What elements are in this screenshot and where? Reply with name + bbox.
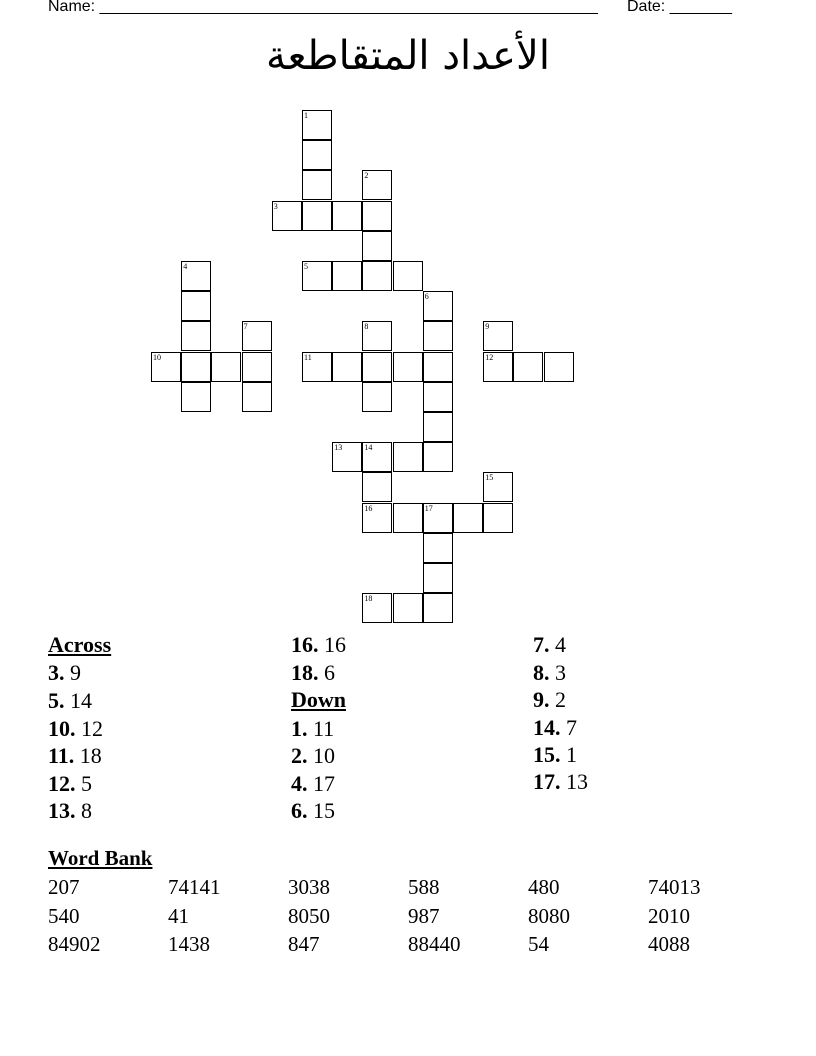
page-title: الأعداد المتقاطعة — [266, 33, 550, 79]
grid-cell[interactable] — [302, 201, 332, 231]
clue-number: 10 — [153, 352, 161, 362]
grid-cell[interactable] — [423, 533, 453, 563]
clue-down-9: 9. 2 — [533, 687, 566, 712]
word-bank-item: 1438 — [168, 932, 210, 956]
grid-cell[interactable] — [211, 352, 241, 382]
grid-cell[interactable] — [181, 382, 211, 412]
grid-cell[interactable] — [181, 352, 211, 382]
grid-cell[interactable] — [393, 503, 423, 533]
grid-cell[interactable] — [423, 382, 453, 412]
grid-cell[interactable] — [393, 593, 423, 623]
grid-cell[interactable] — [393, 261, 423, 291]
grid-cell[interactable] — [362, 170, 392, 200]
grid-cell[interactable] — [483, 352, 513, 382]
name-field[interactable]: Name: ________________________________________________________ — [48, 0, 598, 15]
clue-down-7: 7. 4 — [533, 632, 566, 657]
grid-cell[interactable] — [332, 442, 362, 472]
word-bank-item: 540 — [48, 904, 80, 928]
word-bank-item: 3038 — [288, 875, 330, 899]
grid-cell[interactable] — [242, 352, 272, 382]
grid-cell[interactable] — [181, 291, 211, 321]
clue-down-17: 17. 13 — [533, 769, 588, 794]
clue-number: 18 — [364, 594, 373, 604]
grid-cell[interactable] — [302, 110, 332, 140]
grid-cell[interactable] — [544, 352, 574, 382]
grid-cell[interactable] — [332, 261, 362, 291]
clue-across-18: 18. 6 — [291, 660, 335, 685]
word-bank-item: 4088 — [648, 932, 690, 956]
word-bank-item: 207 — [48, 875, 80, 899]
down-heading: Down — [291, 687, 347, 712]
clue-number: 17 — [424, 503, 433, 513]
word-bank-item: 74013 — [648, 875, 701, 899]
grid-cell[interactable] — [362, 352, 392, 382]
word-bank-item: 847 — [288, 932, 320, 956]
word-bank-item: 987 — [408, 904, 440, 928]
clue-number: 9 — [485, 322, 490, 332]
clue-down-4: 4. 17 — [291, 771, 335, 796]
clue-across-10: 10. 12 — [48, 716, 103, 741]
date-field[interactable]: Date: _______ — [627, 0, 732, 15]
grid-cell[interactable] — [362, 472, 392, 502]
grid-cell[interactable] — [181, 321, 211, 351]
word-bank-item: 88440 — [408, 932, 461, 956]
across-heading: Across — [48, 632, 112, 657]
clue-across-13: 13. 8 — [48, 798, 92, 823]
clue-down-15: 15. 1 — [533, 742, 577, 767]
word-bank-title: Word Bank — [48, 846, 153, 870]
clue-across-3: 3. 9 — [48, 660, 81, 685]
clue-number: 16 — [364, 503, 373, 513]
grid-cell[interactable] — [423, 563, 453, 593]
word-bank-item: 8080 — [528, 904, 570, 928]
grid-cell[interactable] — [483, 472, 513, 502]
clue-number: 1 — [304, 111, 308, 120]
clue-down-1: 1. 11 — [291, 716, 335, 741]
clue-number: 13 — [334, 443, 343, 453]
grid-cell[interactable] — [423, 593, 453, 623]
grid-cell[interactable] — [362, 503, 392, 533]
grid-cell[interactable] — [423, 503, 453, 533]
grid-cell[interactable] — [362, 321, 392, 351]
word-bank-item: 74141 — [168, 875, 221, 899]
clue-across-16: 16. 16 — [291, 632, 346, 657]
grid-cell[interactable] — [242, 382, 272, 412]
grid-cell[interactable] — [362, 593, 392, 623]
grid-cell[interactable] — [332, 352, 362, 382]
clue-down-2: 2. 10 — [291, 743, 335, 768]
grid-cell[interactable] — [362, 231, 392, 261]
grid-cell[interactable] — [302, 261, 332, 291]
grid-cell[interactable] — [423, 321, 453, 351]
clue-number: 11 — [304, 352, 312, 362]
word-bank-item: 41 — [168, 904, 189, 928]
grid-cell[interactable] — [362, 261, 392, 291]
grid-cell[interactable] — [453, 503, 483, 533]
grid-cell[interactable] — [181, 261, 211, 291]
grid-cell[interactable] — [423, 291, 453, 321]
clue-across-5: 5. 14 — [48, 688, 92, 713]
grid-cell[interactable] — [302, 170, 332, 200]
word-bank-item: 8050 — [288, 904, 330, 928]
clue-number: 8 — [364, 322, 369, 332]
grid-cell[interactable] — [393, 352, 423, 382]
grid-cell[interactable] — [242, 321, 272, 351]
clue-number: 2 — [364, 171, 369, 181]
clue-number: 4 — [183, 262, 188, 271]
grid-cell[interactable] — [393, 442, 423, 472]
clue-number: 14 — [364, 443, 373, 453]
grid-cell[interactable] — [302, 140, 332, 170]
grid-cell[interactable] — [302, 352, 332, 382]
grid-cell[interactable] — [483, 321, 513, 351]
grid-cell[interactable] — [332, 201, 362, 231]
clue-number: 12 — [485, 352, 494, 362]
clue-across-11: 11. 18 — [48, 743, 102, 768]
grid-cell[interactable] — [362, 201, 392, 231]
clue-number: 7 — [243, 322, 248, 332]
word-bank-item: 2010 — [648, 904, 690, 928]
clue-down-14: 14. 7 — [533, 715, 577, 740]
clue-number: 5 — [304, 262, 308, 271]
clue-number: 3 — [273, 201, 278, 211]
word-bank-item: 480 — [528, 875, 560, 899]
grid-cell[interactable] — [362, 382, 392, 412]
clue-across-12: 12. 5 — [48, 771, 92, 796]
grid-cell[interactable] — [272, 201, 302, 231]
grid-cell[interactable] — [423, 442, 453, 472]
clue-number: 15 — [485, 473, 494, 483]
grid-cell[interactable] — [423, 412, 453, 442]
word-bank-item: 54 — [528, 932, 549, 956]
grid-cell[interactable] — [423, 352, 453, 382]
grid-cell[interactable] — [483, 503, 513, 533]
word-bank-item: 588 — [408, 875, 440, 899]
clue-number: 6 — [424, 292, 429, 302]
clue-down-8: 8. 3 — [533, 660, 566, 685]
word-bank-item: 84902 — [48, 932, 101, 956]
grid-cell[interactable] — [362, 442, 392, 472]
clue-down-6: 6. 15 — [291, 798, 335, 823]
grid-cell[interactable] — [151, 352, 181, 382]
grid-cell[interactable] — [513, 352, 543, 382]
